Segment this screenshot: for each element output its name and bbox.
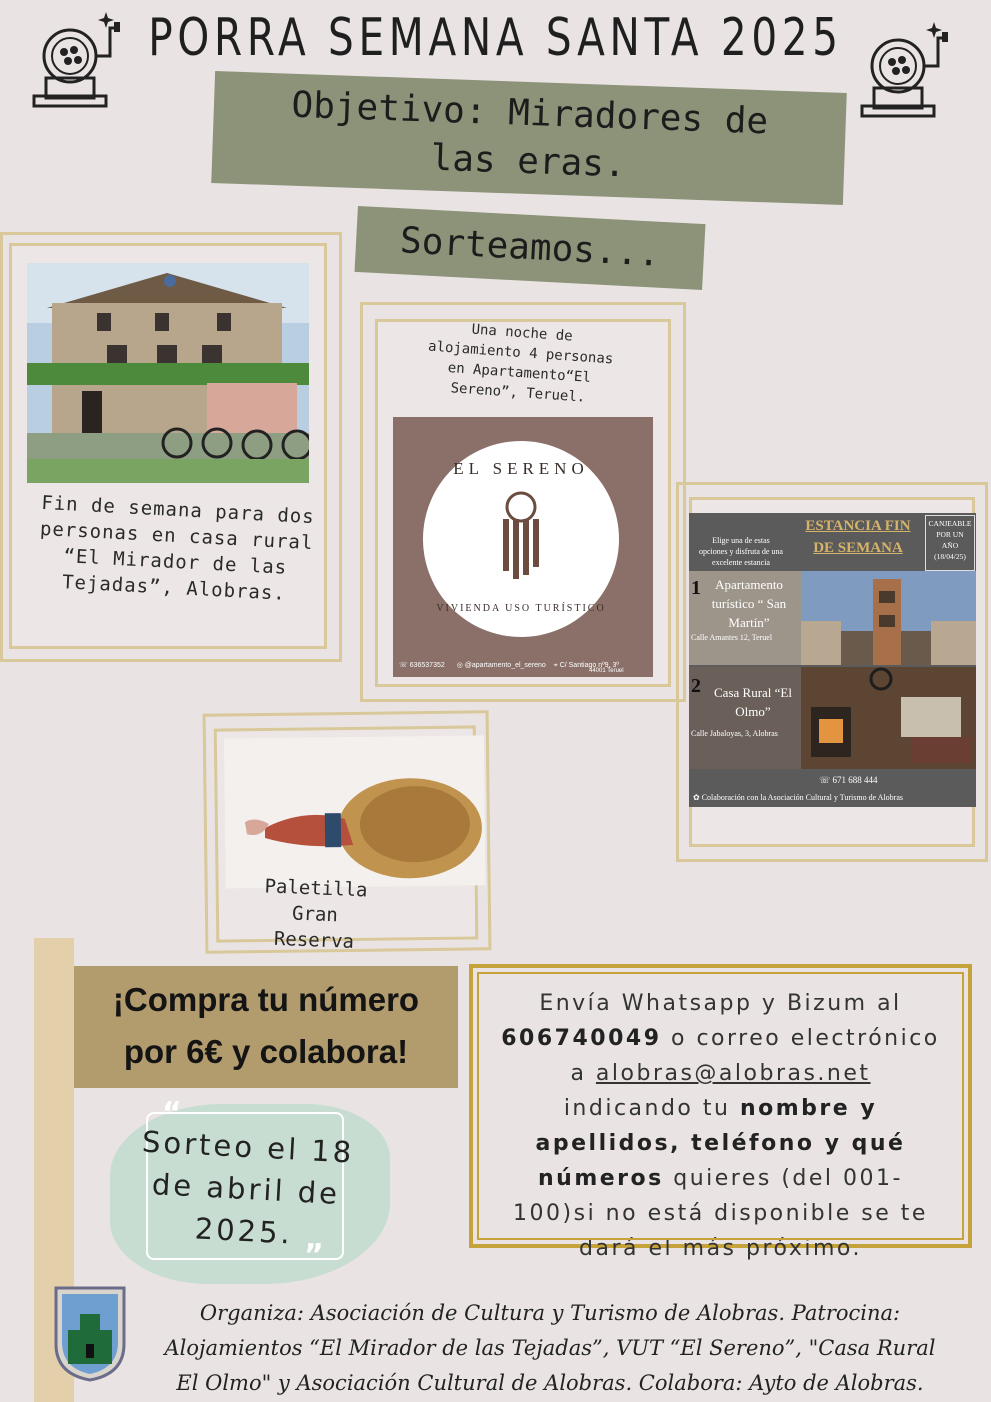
badge-line: AÑO (941, 541, 959, 550)
location-pin-icon: ⌖ (553, 662, 558, 669)
prize2-caption (412, 316, 627, 410)
heading-line: DE SEMANA (813, 540, 903, 556)
keys-icon (493, 491, 549, 587)
badge-line: (18/04/25) (934, 552, 966, 561)
objective-line2: las eras. (429, 137, 627, 186)
caption-line: Sereno”, Teruel. (450, 380, 586, 406)
option-line: Apartamento (715, 577, 783, 592)
objective-line1: Objetivo: Miradores de (290, 84, 769, 143)
info-line: dará el más próximo. (579, 1236, 862, 1261)
option2-title (707, 683, 799, 721)
sereno-instagram: @apartamento_el_sereno (464, 662, 546, 669)
estancia-phone: 671 688 444 (832, 775, 878, 785)
logo-bottom-text: VIVIENDA USO TURÍSTICO (436, 603, 606, 614)
caption-line: en Apartamento“El (447, 359, 592, 386)
logo-top-text: EL SERENO (453, 459, 589, 478)
footer-line: Organiza: Asociación de Cultura y Turismo de Alobras. Patrocina: (199, 1301, 901, 1325)
info-text: o correo electrónico (661, 1026, 940, 1051)
option-line: turístico “ San (711, 596, 787, 611)
canjeable-badge (925, 515, 975, 571)
info-line (473, 1126, 968, 1161)
quote-open-icon: “ (162, 1096, 182, 1131)
buy-number-callout (74, 966, 458, 1088)
instagram-icon: ◎ (456, 662, 463, 669)
caption-line: Reserva (273, 927, 355, 953)
info-line: Envía Whatsapp y Bizum al (539, 991, 902, 1016)
badge-line: CANJEABLE (928, 519, 972, 528)
phone-icon: ☏ (819, 775, 831, 785)
page-title: PORRA SEMANA SANTA 2025 (148, 8, 843, 68)
email-link[interactable]: alobras@alobras.net (595, 1061, 871, 1086)
info-line (473, 1161, 968, 1196)
prize-card-casa-rural (0, 232, 342, 662)
info-bold: nombre y (739, 1096, 878, 1121)
intro-line: excelente estancia (712, 558, 770, 567)
caption-line: “El Mirador de las (62, 545, 288, 579)
info-line (473, 1021, 968, 1056)
caption-line: Fin de semana para dos (40, 491, 316, 529)
info-line (473, 1056, 968, 1091)
purchase-instructions (469, 964, 972, 1261)
footer-line: El Olmo" y Asociación Cultural de Alobras. Colabora: Ayto de Alobras. (176, 1371, 924, 1395)
estancia-phone-row (819, 775, 878, 786)
draw-line: de abril de (151, 1167, 341, 1211)
option1-address: Calle Amantes 12, Teruel (691, 633, 773, 642)
info-text: a (570, 1061, 596, 1086)
draw-date (133, 1120, 359, 1257)
el-sereno-logo-panel (393, 417, 653, 677)
phone-icon: ☏ (399, 662, 408, 669)
prize-card-el-sereno (360, 302, 686, 702)
ham-photo (224, 735, 486, 888)
quote-close-icon: ” (304, 1238, 324, 1273)
estancia-intro (691, 535, 791, 568)
estancia-footer-text: Colaboración con la Asociación Cultural y Turismo de Alobras (701, 793, 904, 802)
option1-number: 1 (691, 577, 701, 599)
intro-line: Elige una de estas (712, 536, 770, 545)
phone-number[interactable]: 606740049 (501, 1026, 662, 1051)
association-logo-icon: ✿ (693, 793, 700, 802)
estancia-footer (693, 793, 976, 802)
prize-card-estancia (676, 482, 988, 862)
option1-title (703, 575, 795, 632)
lottery-drum-icon (30, 8, 120, 118)
sereno-address-l2: 44001 Teruel (589, 668, 624, 674)
info-bold: números (538, 1166, 664, 1191)
badge-line: POR UN (936, 530, 964, 539)
caption-line: Una noche de (471, 321, 574, 345)
prize4-caption (238, 872, 391, 956)
prize-card-paletilla (203, 710, 492, 953)
option-line: Olmo” (735, 704, 771, 719)
objective-banner (211, 71, 847, 205)
option-line: Casa Rural “El (714, 685, 792, 700)
caption-line: Paletilla Gran (264, 875, 368, 927)
info-line: 100)si no está disponible se te (513, 1201, 928, 1226)
tower-photo (801, 571, 976, 665)
estancia-flyer (689, 513, 976, 807)
sereno-phone: 636537352 (409, 662, 445, 669)
info-bold: apellidos, teléfono y qué (535, 1131, 906, 1156)
cta-line2: por 6€ y colabora! (123, 1033, 409, 1070)
sereno-address-l1: C/ Santiago nº9, 3º (559, 662, 619, 669)
credits-footer (140, 1296, 960, 1401)
estancia-heading (793, 515, 923, 559)
house-photo (27, 263, 309, 483)
caption-line: Tejadas”, Alobras. (61, 571, 287, 605)
heading-line: ESTANCIA FIN (805, 518, 911, 534)
caption-line: alojamiento 4 personas (427, 338, 614, 368)
option2-address: Calle Jabaloyas, 3, Alobras (691, 729, 778, 738)
lottery-drum-icon (858, 18, 948, 128)
draw-line: Sorteo el 18 (141, 1124, 356, 1170)
cta-line1: ¡Compra tu número (112, 981, 420, 1018)
option-line: Martín” (728, 615, 770, 630)
intro-line: opciones y disfruta de una (699, 547, 783, 556)
coat-of-arms-icon (52, 1284, 128, 1382)
caption-line: personas en casa rural (39, 517, 314, 555)
option2-number: 2 (691, 675, 701, 697)
interior-photo (801, 667, 976, 769)
footer-line: Alojamientos “El Mirador de las Tejadas”, VUT “El Sereno”, "Casa Rural (164, 1336, 936, 1360)
draw-line: 2025. (193, 1211, 294, 1251)
raffle-banner (355, 206, 706, 290)
info-line (473, 1091, 968, 1126)
prize1-caption (28, 489, 323, 608)
raffle-label: Sorteamos... (399, 220, 661, 275)
info-text: indicando tu (563, 1096, 740, 1121)
info-text: quieres (del 001- (663, 1166, 903, 1191)
